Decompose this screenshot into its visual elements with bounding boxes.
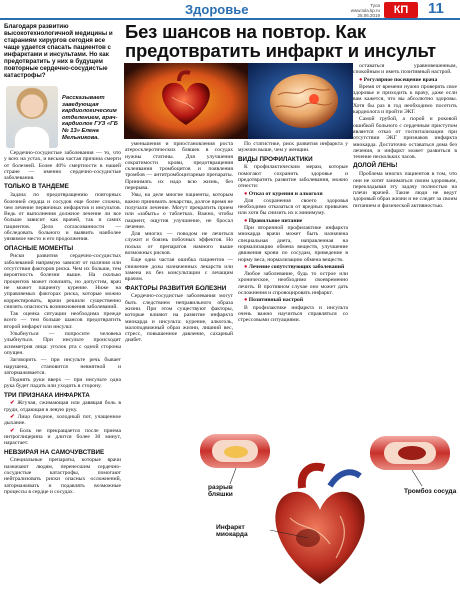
column-3: [238, 141, 348, 325]
masthead-info: Тула www.tula.kp.ru 25.06.2019: [350, 3, 380, 18]
col3-bullet: [238, 191, 348, 197]
col1-paragraph: Улыбнуться — попросите человека улыбнуться. При инсульте происходит асимметрия лица: уголок рта с одной стороны опущен.: [4, 331, 121, 356]
article-lead: Благодаря развитию высокотехнологичной медицины и стараниям хирургов сегодня все чаще удается спасать пациентов с инфарктами и инсультами. Но как предотвратить у них в будущем повторные сердечно-сосудистые катастрофы?: [4, 23, 113, 79]
sign-item: [4, 414, 121, 427]
col1-paragraph: Поднять руки вверх — при инсульте одна рука будет падать или уходить в сторону.: [4, 377, 121, 390]
sign-item: [4, 428, 121, 447]
col3-paragraph: К профилактическим мерам, которые помогают сохранить здоровье и предотвратить развитие заболевания, можно отнести:: [238, 164, 348, 190]
checkmark-icon: ✔: [10, 414, 15, 421]
bullet-icon: ●: [359, 76, 363, 83]
section-title: Здоровье: [185, 2, 249, 17]
bullet-icon: ●: [244, 263, 248, 270]
kp-logo: КП: [384, 2, 418, 18]
col4-paragraph: Время от времени нужно проверять свое здоровье и приходить к врачу, даже если вам кажется, что вы абсолютно здоровы. Хотя бы раз в год необходимо посетить кардиолога и пройти ЭКГ.: [353, 83, 457, 116]
bullet-text: Позитивный настрой: [248, 297, 304, 304]
col3-bullet: [238, 297, 348, 303]
col3-paragraph: При вторичной профилактике инфаркта миокарда врачи может быть назначена специальная диета, направленная на нормализацию обмена веществ, улучшение движения крови по сосудам, приведение в норму веса, нормализацию обмена веществ.: [238, 225, 348, 263]
col4-paragraph: Самой грубой, а порой и роковой ошибкой больного с сердечным приступом является отказ от госпитализации при отсутствии ЭКГ признаков инфаркта миокарда. Достаточно оставаться дома без лечения, и инфаркт может развиться в течение нескольких часов.: [353, 116, 457, 161]
brain-svg: [248, 63, 353, 139]
column-1: [4, 150, 121, 496]
col3-heading-prevention: ВИДЫ ПРОФИЛАКТИКИ: [238, 155, 313, 163]
col3-paragraph: В профилактике инфаркта и инсульта очень важно научиться справляться со стрессовыми ситуациями.: [238, 304, 348, 324]
col4-bullet: [353, 77, 457, 83]
col1-heading-tandem: ТОЛЬКО В ТАНДЕМЕ: [4, 183, 69, 191]
col1-paragraph: Заговорить — при инсульте речь бывает нарушена, становится невнятной и затормаживается.: [4, 357, 121, 376]
col3-bullet: [238, 218, 348, 224]
col2-paragraph: Сердечно-сосудистые заболевания могут быть следствием неправильного образа жизни. При этом существуют факторы, которые влияют на развитие инфаркта миокарда и инсульта: курение, алкоголь, малоподвижный образ жизни, лишний вес, стресс, повышенное давление, сахарный диабет.: [125, 293, 233, 344]
sign-text: Боль не прекращается после приема нитроглицерина и длится более 30 минут, нарастает.: [4, 427, 121, 447]
expert-photo: [6, 86, 58, 148]
checkmark-icon: ✔: [10, 400, 15, 407]
col3-bullet: [238, 264, 348, 270]
col3-paragraph: Для сохранения своего здоровья необходимо отказаться от вредных привычек или хотя бы снизить их к минимуму.: [238, 197, 348, 217]
col1-heading-signs: ТРИ ПРИЗНАКА ИНФАРКТА: [4, 391, 90, 399]
col3-paragraph: Любое заболевание, будь то острое или хроническое, необходимо своевременно лечить. В противном случае оно может дать осложнения и спровоцировать инфаркт.: [238, 271, 348, 297]
artery-svg: [190, 426, 460, 591]
col1-paragraph: Риски развития сердечно-сосудистых заболеваний напрямую зависят от наличия или отсутствия факторов риска. Чем их больше, тем вероятность болезни выше. На сколько процентов может повлиять, но допустим, врач не может пациенту курение. Ниже на управляемых факторах риска, которые можно корректировать, врачи решили существенно снизить опасность возникновения заболеваний.: [4, 253, 121, 310]
col4-paragraph: оставаться уравновешенным, спокойным и иметь позитивный настрой.: [353, 63, 457, 76]
col4-paragraph: Проблема многих пациентов в том, что они не хотят заниматься своим здоровьем, перекладывая эту задачу полностью на плечи врачей. Такие люди не ведут здоровый образ жизни и не следят за своим питанием и физической активностью.: [353, 171, 457, 209]
col1-paragraph: Специальные препараты, которые врачи назначают людям, перенесшим сердечно-сосудистые катастрофы, помогают нейтрализовать риски опасных осложнений, затормаживать и подавлять возможные процессы в сердце и сосудах.: [4, 457, 121, 495]
expert-coat: [14, 126, 50, 148]
page-header: [0, 0, 460, 20]
article-headline: Без шансов на повтор. Как предотвратить инфаркт и инсульт: [125, 21, 436, 61]
label-myocardial-infarction: Инфаркт миокарда: [216, 524, 248, 538]
bullet-text: Отказ от курения и алкоголя: [248, 190, 323, 197]
col4-heading-laziness: ДОЛОЙ ЛЕНЬ!: [353, 162, 398, 170]
col1-heading-self: НЕВЗИРАЯ НА САМОЧУВСТВИЕ: [4, 448, 105, 456]
col1-paragraph: Сердечно-сосудистые заболевания — то, что у всех на устах, и весьма частая причина смерти от болезней. Более 40% смертности в нашей стране — именно сердечно-сосудистые заболевания.: [4, 150, 121, 182]
page-number: 11: [428, 0, 444, 17]
brain-illustration: [248, 63, 353, 139]
column-2: [125, 141, 233, 345]
col2-paragraph: уменьшения и приостановления роста атеросклеротических бляшек в сосудах нужны статины. Для улучшения сократимости крови, предотвращения склеивания тромбоцитов и появления тромбов — антитромбоцитарные препараты. Принимать их надо всю жизнь, без перерыва.: [125, 141, 233, 192]
col1-paragraph: Задача по предотвращению повторных болезней сердца и сосудов еще более сложна, чем лечение первичных инфарктов и инсультов. Ведь от выполнения должное лечение ли все больше зависит как врачей, так и самих пациентов. Дело согласованности — обследовать больного и выявить наиболее уязвимое место и его продолжения.: [4, 192, 121, 243]
col2-paragraph: Увы, на деле многие пациенты, которым важно принимать лекарства, долгое время не получали лечение. Могут прекратить прием или «забыть» о таблетках. Важно, чтобы пациент, ощутив улучшение, не бросал лечение.: [125, 192, 233, 230]
col1-paragraph: Так оценка ситуации необходима прежде всего — тем больше шансов предотвратить второй инфаркт или инсульт.: [4, 311, 121, 330]
bullet-icon: ●: [244, 190, 248, 197]
checkmark-icon: ✔: [10, 427, 15, 434]
bullet-icon: ●: [244, 297, 248, 304]
col3-paragraph: По статистике, риск развития инфаркта у мужчин выше, чем у женщин.: [238, 141, 348, 154]
sign-item: [4, 400, 121, 413]
label-thrombosis: Тромбоз сосуда: [404, 488, 457, 495]
expert-caption: Рассказывает заведующая кардиологическим отделением, врач-кардиолог ГУЗ «ГБ № 13» Елена Мельникова.: [62, 95, 118, 141]
column-4: [353, 63, 457, 210]
artery-illustration: [190, 426, 460, 591]
bullet-icon: ●: [244, 217, 248, 224]
bullet-text: Правильное питание: [248, 217, 303, 224]
col2-paragraph: Для многих — поводом не лечиться служит и боязнь побочных эффектов. Но польза от препаратов намного выше возможных рисков.: [125, 231, 233, 257]
bullet-text: Лечение сопутствующих заболеваний: [248, 263, 345, 270]
bullet-text: Регулярное посещение врача: [363, 76, 438, 83]
heart-illustration: [124, 63, 249, 139]
col2-heading-factors: ФАКТОРЫ РАЗВИТИЯ БОЛЕЗНИ: [125, 284, 227, 292]
col1-heading-risk: ОПАСНЫЕ МОМЕНТЫ: [4, 244, 74, 252]
label-plaque-rupture: разрыв бляшки: [208, 484, 233, 498]
heart-svg: [124, 63, 249, 139]
sign-text: Жгучая, сжимающая или давящая боль в груди, отдающая в левую руку.: [4, 400, 121, 413]
sign-text: Лицо бледное, холодный пот, учащенное дыхание.: [4, 414, 121, 427]
col2-paragraph: Еще одна частая ошибка пациентов — снижение дозы назначенных лекарств или замена их без консультации с лечащим врачом.: [125, 257, 233, 283]
